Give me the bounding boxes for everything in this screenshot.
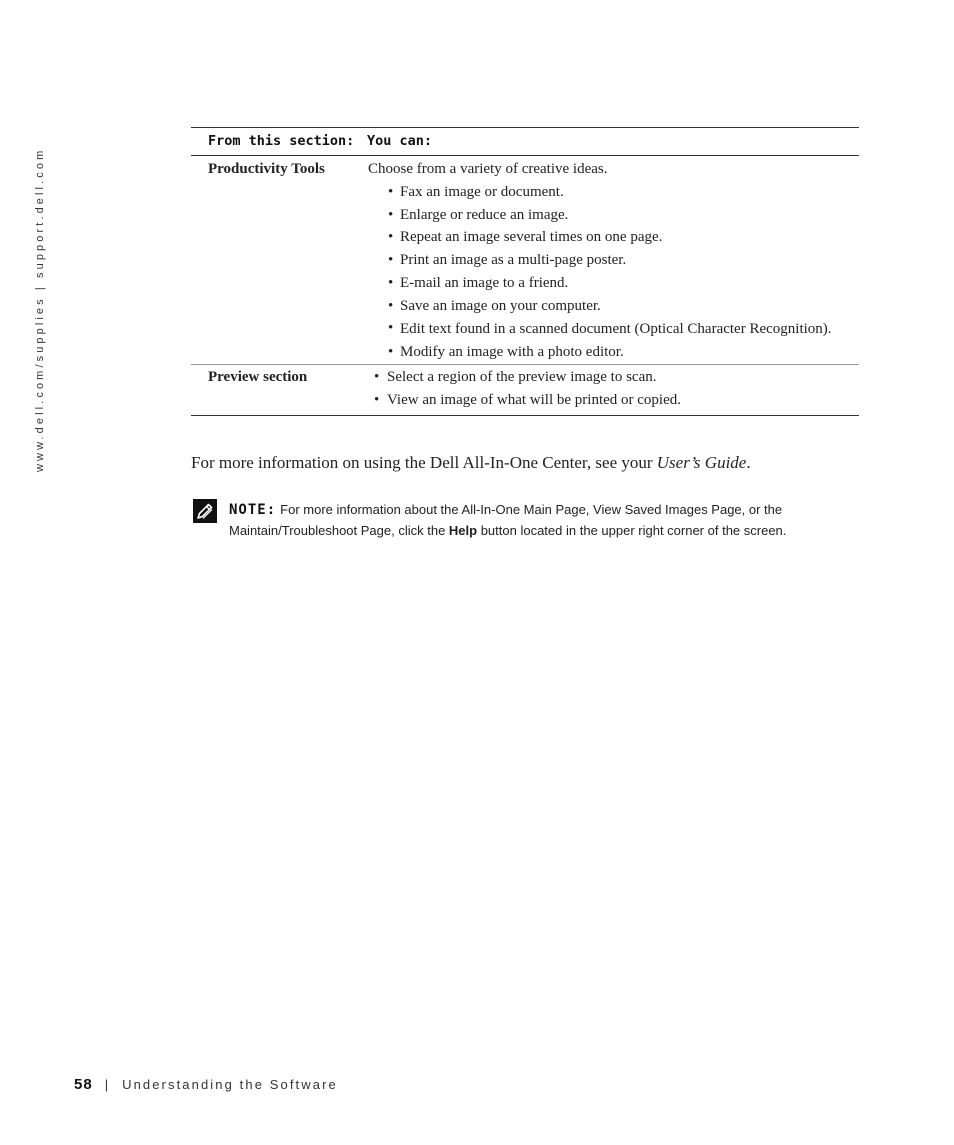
page-number: 58: [74, 1076, 93, 1093]
header-from-section: From this section:: [191, 128, 367, 156]
bullet-icon: •: [388, 297, 394, 314]
chapter-title: Understanding the Software: [122, 1077, 338, 1092]
note-label: NOTE:: [229, 502, 277, 518]
bullet-icon: •: [388, 183, 394, 200]
table-header-row: [191, 128, 859, 156]
bullet-icon: •: [388, 206, 394, 223]
section-name: Preview section: [191, 365, 367, 416]
side-url: www.dell.com/supplies | support.dell.com: [34, 147, 46, 472]
bullet-list: [368, 181, 858, 364]
intro-text: Choose from a variety of creative ideas.: [368, 161, 608, 177]
bullet-icon: •: [388, 252, 394, 269]
bullet-list: [368, 366, 858, 412]
list-item: • E-mail an image to a friend.: [368, 272, 858, 295]
footer-separator: |: [104, 1077, 109, 1092]
sections-table: [191, 127, 859, 416]
table-row-preview-section: [191, 365, 859, 416]
list-item: • Fax an image or document.: [368, 181, 858, 204]
users-guide-title: User’s Guide: [656, 453, 747, 472]
list-item: • View an image of what will be printed or copied.: [368, 389, 858, 412]
list-item: • Enlarge or reduce an image.: [368, 204, 858, 227]
bullet-icon: •: [388, 274, 394, 291]
list-item: • Save an image on your computer.: [368, 295, 858, 318]
bullet-icon: •: [388, 343, 394, 360]
list-item: • Print an image as a multi-page poster.: [368, 249, 858, 272]
help-button-reference: Help: [448, 522, 478, 538]
list-item: • Edit text found in a scanned document (Optical Character Recognition).: [388, 319, 832, 337]
bullet-icon: •: [388, 229, 394, 246]
section-description: [367, 365, 859, 416]
table-row-productivity-tools: [191, 156, 859, 365]
bullet-icon: •: [388, 319, 394, 336]
list-item: • Repeat an image several times on one page.: [368, 226, 858, 249]
list-item: • Modify an image with a photo editor.: [368, 341, 858, 364]
note-text: NOTE: For more information about the All-In-One Main Page, View Saved Images Page, or the Maintain/Troubleshoot Page, click the Help button located in the upper right corner of the screen.: [229, 502, 787, 538]
bullet-icon: •: [374, 392, 380, 409]
header-you-can: You can:: [367, 128, 859, 156]
page-footer: [74, 1076, 338, 1094]
list-item: • Select a region of the preview image to scan.: [368, 366, 858, 389]
pencil-note-icon: [193, 499, 217, 523]
more-info-paragraph: For more information on using the Dell All-In-One Center, see your User’s Guide.: [191, 453, 751, 472]
section-name: Productivity Tools: [191, 156, 367, 365]
bullet-icon: •: [374, 369, 380, 386]
section-description: [367, 156, 859, 365]
